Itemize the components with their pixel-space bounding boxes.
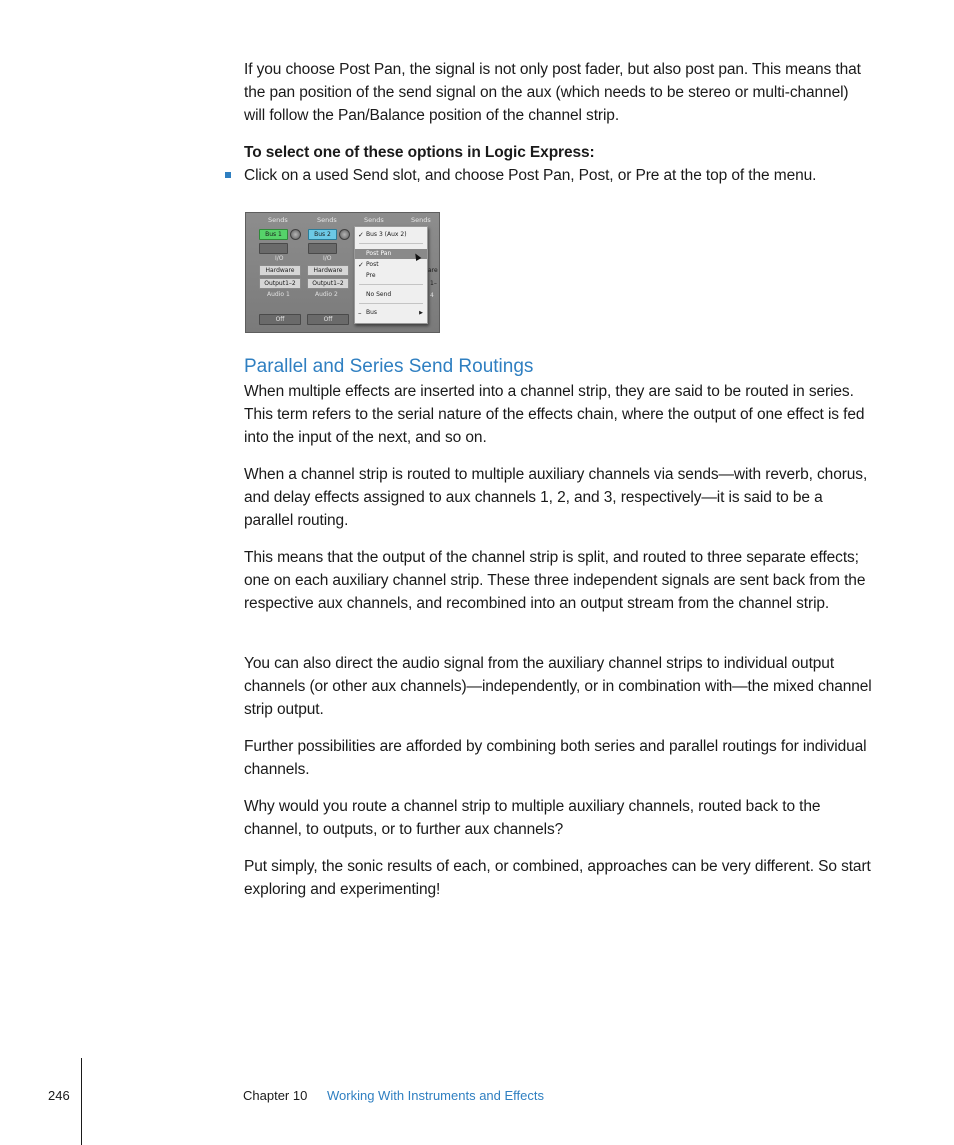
sends-label-3: Sends [364, 216, 384, 224]
send-level-knob-2[interactable] [339, 229, 350, 240]
sends-label-1: Sends [268, 216, 288, 224]
section-paragraph-1: When multiple effects are inserted into a channel strip, they are said to be routed in series. This term refers to the serial nature of the effects chain, where the output of one effect is fed into the input of the next, and so on. [244, 383, 865, 446]
menu-separator [359, 243, 423, 244]
footer-chapter-title[interactable]: Working With Instruments and Effects [327, 1088, 544, 1103]
partial-text-3: 4 [430, 292, 434, 299]
menu-item-label: Bus [366, 309, 378, 316]
section-heading: Parallel and Series Send Routings [244, 356, 534, 377]
bullet-square-icon [225, 172, 231, 178]
menu-item-no-send[interactable] [355, 290, 427, 300]
menu-item-pre[interactable] [355, 271, 427, 281]
menu-item-label: Post Pan [366, 250, 392, 257]
menu-item-label: Post [366, 261, 379, 268]
submenu-arrow-icon: ▶ [419, 310, 423, 316]
section-paragraph-3: This means that the output of the channel strip is split, and routed to three separate effects; one on each auxiliary channel strip. These three independent signals are sent back from the respective aux channels, and recombined into an output stream from the channel strip. [244, 549, 866, 612]
page-number: 246 [48, 1088, 70, 1103]
menu-item-post[interactable] [355, 260, 427, 270]
output-slot-1[interactable]: Output1–2 [259, 278, 301, 289]
send-level-knob-1[interactable] [290, 229, 301, 240]
send-slot-bus-1[interactable]: Bus 1 [259, 229, 288, 240]
section-paragraph-5: Further possibilities are afforded by combining both series and parallel routings for individual channels. [244, 738, 867, 778]
menu-separator [359, 303, 423, 304]
checkmark-icon: ✓ [358, 261, 364, 269]
output-slot-2[interactable]: Output1–2 [307, 278, 349, 289]
io-label-1: I/O [275, 255, 284, 262]
partial-text-2: 1– [430, 280, 437, 287]
send-popup-menu [354, 226, 428, 324]
menu-item-current-bus[interactable] [355, 230, 427, 240]
task-bullet: Click on a used Send slot, and choose Post Pan, Post, or Pre at the top of the menu. [244, 167, 817, 184]
intro-paragraph: If you choose Post Pan, the signal is not only post fader, but also post pan. This means that the pan position of the send signal on the aux (which needs to be stereo or multi-channel) will follow the Pan/Balance position of the channel strip. [244, 61, 861, 124]
send-slot-bus-2[interactable]: Bus 2 [308, 229, 337, 240]
channel-name-1: Audio 1 [267, 291, 290, 298]
sends-label-4: Sends [411, 216, 431, 224]
channel-name-2: Audio 2 [315, 291, 338, 298]
menu-item-label: No Send [366, 291, 392, 298]
dash-icon: – [358, 309, 362, 317]
empty-send-slot-2[interactable] [308, 243, 337, 254]
section-paragraph-6: Why would you route a channel strip to multiple auxiliary channels, routed back to the channel, to outputs, or to further aux channels? [244, 798, 821, 838]
section-paragraph-2: When a channel strip is routed to multiple auxiliary channels via sends—with reverb, chorus, and delay effects assigned to aux channels 1, 2, and 3, respectively—it is said to be a parallel routing. [244, 466, 868, 529]
automation-off-button-2[interactable]: Off [307, 314, 349, 325]
send-menu-screenshot [245, 212, 440, 333]
footer-divider [81, 1058, 82, 1145]
task-heading: To select one of these options in Logic Express: [244, 144, 595, 161]
input-slot-2[interactable]: Hardware [307, 265, 349, 276]
section-paragraph-7: Put simply, the sonic results of each, or combined, approaches can be very different. So start exploring and experimenting! [244, 858, 871, 898]
section-paragraph-4: You can also direct the audio signal from the auxiliary channel strips to individual output channels (or other aux channels)—independently, or in combination with—the mixed channel strip output. [244, 655, 872, 718]
checkmark-icon: ✓ [358, 231, 364, 239]
menu-separator [359, 284, 423, 285]
input-slot-1[interactable]: Hardware [259, 265, 301, 276]
menu-item-bus[interactable] [355, 308, 427, 318]
partial-text-1: are [428, 267, 438, 274]
menu-item-label: Bus 3 (Aux 2) [366, 231, 407, 238]
io-label-2: I/O [323, 255, 332, 262]
sends-label-2: Sends [317, 216, 337, 224]
menu-item-label: Pre [366, 272, 376, 279]
automation-off-button-1[interactable]: Off [259, 314, 301, 325]
empty-send-slot-1[interactable] [259, 243, 288, 254]
footer-chapter: Chapter 10 [243, 1088, 308, 1103]
